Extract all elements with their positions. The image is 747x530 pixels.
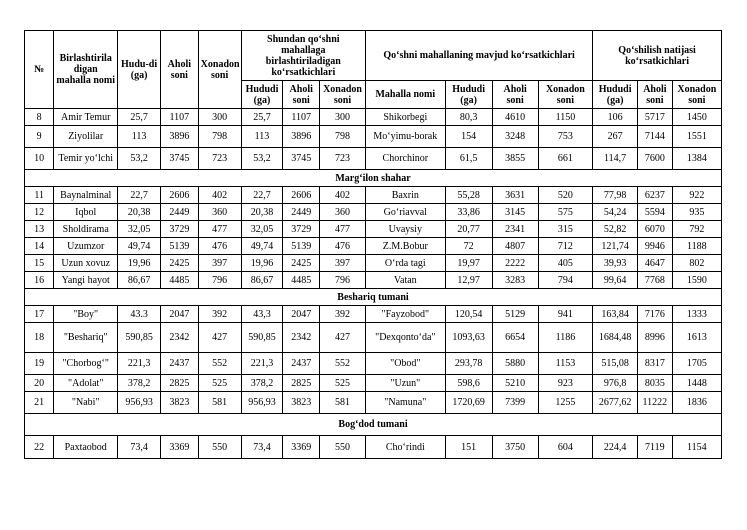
table-cell: 796 [320, 272, 366, 289]
table-cell: "Adolat" [54, 375, 118, 392]
table-cell: 402 [320, 187, 366, 204]
table-cell: Baynalminal [54, 187, 118, 204]
table-cell: 3631 [492, 187, 538, 204]
table-cell: "Namuna" [366, 392, 446, 414]
table-cell: 120,54 [445, 306, 492, 323]
table-cell: "Dexqontoʻda" [366, 323, 446, 353]
table-cell: 2222 [492, 255, 538, 272]
table-cell: 2425 [161, 255, 199, 272]
table-cell: 3750 [492, 436, 538, 459]
table-cell: 1333 [672, 306, 721, 323]
table-cell: 121,74 [593, 238, 638, 255]
table-cell: 22,7 [241, 187, 283, 204]
table-cell: 723 [320, 148, 366, 170]
table-cell: Amir Temur [54, 109, 118, 126]
table-cell: 798 [320, 126, 366, 148]
table-cell: 2341 [492, 221, 538, 238]
table-cell: Temir yoʻlchi [54, 148, 118, 170]
table-cell: 293,78 [445, 353, 492, 375]
table-cell: 1450 [672, 109, 721, 126]
table-cell: 6654 [492, 323, 538, 353]
table-cell: 590,85 [118, 323, 161, 353]
table-cell: 796 [198, 272, 241, 289]
table-cell: 20,77 [445, 221, 492, 238]
table-cell: 1107 [283, 109, 320, 126]
table-cell: 1448 [672, 375, 721, 392]
table-cell: 7600 [638, 148, 673, 170]
table-cell: 1150 [538, 109, 592, 126]
table-cell: 19,96 [118, 255, 161, 272]
table-cell: 15 [25, 255, 54, 272]
table-cell: 11 [25, 187, 54, 204]
table-cell: 360 [320, 204, 366, 221]
table-cell: 4485 [283, 272, 320, 289]
table-cell: 106 [593, 109, 638, 126]
table-cell: 20 [25, 375, 54, 392]
table-cell: 3896 [283, 126, 320, 148]
table-row [25, 148, 722, 170]
table-cell: 7176 [638, 306, 673, 323]
table-cell: Goʻriavval [366, 204, 446, 221]
table-cell: 10 [25, 148, 54, 170]
table-cell: 3369 [161, 436, 199, 459]
table-cell: 9946 [638, 238, 673, 255]
table-cell: 3248 [492, 126, 538, 148]
table-cell: 477 [320, 221, 366, 238]
table-cell: 5139 [161, 238, 199, 255]
table-cell: 476 [320, 238, 366, 255]
table-cell: 552 [320, 353, 366, 375]
section-title: Bogʻdod tumani [25, 414, 722, 436]
table-cell: 392 [198, 306, 241, 323]
table-cell: 2342 [283, 323, 320, 353]
table-cell: "Obod" [366, 353, 446, 375]
table-cell: 14 [25, 238, 54, 255]
table-cell: 19,97 [445, 255, 492, 272]
table-cell: Uvaysiy [366, 221, 446, 238]
table-cell: 300 [198, 109, 241, 126]
table-cell: Z.M.Bobur [366, 238, 446, 255]
header-area: Hudu-di (ga) [118, 31, 161, 109]
table-cell: 956,93 [118, 392, 161, 414]
table-cell: 598,6 [445, 375, 492, 392]
subheader-area: Hududi (ga) [241, 81, 283, 109]
table-cell: 7144 [638, 126, 673, 148]
table-header [25, 31, 722, 109]
table-row [25, 353, 722, 375]
table-cell: 2449 [283, 204, 320, 221]
table-cell: 77,98 [593, 187, 638, 204]
table-cell: 72 [445, 238, 492, 255]
section-title: Beshariq tumani [25, 289, 722, 306]
table-cell: 525 [198, 375, 241, 392]
header-number: № [25, 31, 54, 109]
table-cell: 300 [320, 109, 366, 126]
table-cell: 2825 [161, 375, 199, 392]
table-cell: 17 [25, 306, 54, 323]
table-cell: 2606 [283, 187, 320, 204]
header-population: Aholi soni [161, 31, 199, 109]
table-cell: Moʻyimu-borak [366, 126, 446, 148]
section-title: Margʻilon shahar [25, 170, 722, 187]
table-cell: 520 [538, 187, 592, 204]
table-cell: 163,84 [593, 306, 638, 323]
header-group-result: Qoʻshilish natijasi koʻrsatkichlari [593, 31, 722, 81]
table-cell: 221,3 [241, 353, 283, 375]
table-cell: Choʻrindi [366, 436, 446, 459]
table-cell: 581 [198, 392, 241, 414]
table-cell: 923 [538, 375, 592, 392]
table-cell: 86,67 [241, 272, 283, 289]
table-cell: 19 [25, 353, 54, 375]
table-cell: 792 [672, 221, 721, 238]
subheader-households: Xonadon soni [672, 81, 721, 109]
table-cell: 22,7 [118, 187, 161, 204]
table-cell: 3729 [283, 221, 320, 238]
table-cell: 476 [198, 238, 241, 255]
table-cell: 3855 [492, 148, 538, 170]
table-cell: 552 [198, 353, 241, 375]
table-cell: 25,7 [118, 109, 161, 126]
table-cell: 1107 [161, 109, 199, 126]
table-cell: 12 [25, 204, 54, 221]
table-cell: Shikorbegi [366, 109, 446, 126]
table-cell: 1384 [672, 148, 721, 170]
table-cell: 267 [593, 126, 638, 148]
table-cell: 33,86 [445, 204, 492, 221]
table-cell: 5717 [638, 109, 673, 126]
table-cell: 154 [445, 126, 492, 148]
table-cell: 53,2 [118, 148, 161, 170]
table-row [25, 204, 722, 221]
subheader-population: Aholi soni [492, 81, 538, 109]
table-row [25, 187, 722, 204]
table-cell: 73,4 [241, 436, 283, 459]
table-cell: 1590 [672, 272, 721, 289]
table-row [25, 255, 722, 272]
table-cell: 392 [320, 306, 366, 323]
table-cell: Sholdirama [54, 221, 118, 238]
header-group-neighbor: Qoʻshni mahallaning mavjud koʻrsatkichlari [366, 31, 593, 81]
table-cell: 86,67 [118, 272, 161, 289]
table-cell: 20,38 [241, 204, 283, 221]
table-cell: 2047 [161, 306, 199, 323]
table-cell: 1153 [538, 353, 592, 375]
table-cell: 976,8 [593, 375, 638, 392]
table-cell: "Uzun" [366, 375, 446, 392]
table-cell: 360 [198, 204, 241, 221]
table-cell: 397 [198, 255, 241, 272]
header-mahalla-name: Birlashtirila digan mahalla nomi [54, 31, 118, 109]
table-cell: 1188 [672, 238, 721, 255]
table-cell: 3369 [283, 436, 320, 459]
table-cell: 1093,63 [445, 323, 492, 353]
table-row [25, 392, 722, 414]
table-cell: 794 [538, 272, 592, 289]
table-cell: 18 [25, 323, 54, 353]
table-cell: Iqbol [54, 204, 118, 221]
merger-table [24, 30, 722, 459]
table-row [25, 221, 722, 238]
table-cell: Paxtaobod [54, 436, 118, 459]
subheader-population: Aholi soni [638, 81, 673, 109]
table-cell: Vatan [366, 272, 446, 289]
table-cell: 427 [320, 323, 366, 353]
subheader-mahalla-name: Mahalla nomi [366, 81, 446, 109]
table-cell: 477 [198, 221, 241, 238]
header-households: Xonadon soni [198, 31, 241, 109]
table-cell: 604 [538, 436, 592, 459]
table-cell: 2449 [161, 204, 199, 221]
table-cell: 550 [320, 436, 366, 459]
table-cell: 73,4 [118, 436, 161, 459]
table-cell: 661 [538, 148, 592, 170]
section-row [25, 289, 722, 306]
table-cell: "Fayzobod" [366, 306, 446, 323]
table-cell: 2047 [283, 306, 320, 323]
table-cell: 922 [672, 187, 721, 204]
table-cell: 575 [538, 204, 592, 221]
table-cell: 5880 [492, 353, 538, 375]
table-cell: 3823 [283, 392, 320, 414]
subheader-population: Aholi soni [283, 81, 320, 109]
table-cell: 1186 [538, 323, 592, 353]
table-cell: 43,3 [241, 306, 283, 323]
table-cell: 4485 [161, 272, 199, 289]
table-cell: 402 [198, 187, 241, 204]
table-cell: 3745 [283, 148, 320, 170]
table-cell: 20,38 [118, 204, 161, 221]
table-cell: 802 [672, 255, 721, 272]
table-cell: 8317 [638, 353, 673, 375]
table-cell: Chorchinor [366, 148, 446, 170]
table-cell: 53,2 [241, 148, 283, 170]
table-cell: Ziyolilar [54, 126, 118, 148]
table-cell: 9 [25, 126, 54, 148]
table-cell: 52,82 [593, 221, 638, 238]
table-cell: 1684,48 [593, 323, 638, 353]
table-cell: 3745 [161, 148, 199, 170]
table-cell: 956,93 [241, 392, 283, 414]
table-cell: "Beshariq" [54, 323, 118, 353]
table-cell: 2437 [283, 353, 320, 375]
table-cell: 2425 [283, 255, 320, 272]
table-cell: 4647 [638, 255, 673, 272]
table-cell: 21 [25, 392, 54, 414]
table-cell: Baxrin [366, 187, 446, 204]
table-cell: 1551 [672, 126, 721, 148]
subheader-households: Xonadon soni [320, 81, 366, 109]
table-cell: 378,2 [241, 375, 283, 392]
table-cell: 723 [198, 148, 241, 170]
table-cell: 2342 [161, 323, 199, 353]
table-row [25, 306, 722, 323]
table-row [25, 436, 722, 459]
table-cell: 2677,62 [593, 392, 638, 414]
table-cell: 2437 [161, 353, 199, 375]
section-row [25, 414, 722, 436]
table-cell: Oʻrda tagi [366, 255, 446, 272]
table-cell: 7399 [492, 392, 538, 414]
subheader-area: Hududi (ga) [445, 81, 492, 109]
table-cell: 1154 [672, 436, 721, 459]
table-cell: 1255 [538, 392, 592, 414]
table-cell: 5139 [283, 238, 320, 255]
table-cell: 3729 [161, 221, 199, 238]
table-cell: 19,96 [241, 255, 283, 272]
table-cell: 8996 [638, 323, 673, 353]
table-cell: 113 [118, 126, 161, 148]
table-cell: "Boy" [54, 306, 118, 323]
table-cell: Yangi hayot [54, 272, 118, 289]
table-cell: 798 [198, 126, 241, 148]
table-cell: 8 [25, 109, 54, 126]
table-cell: 5210 [492, 375, 538, 392]
table-cell: 1613 [672, 323, 721, 353]
table-cell: 2606 [161, 187, 199, 204]
table-cell: 3896 [161, 126, 199, 148]
table-cell: 378,2 [118, 375, 161, 392]
table-row [25, 272, 722, 289]
table-body [25, 109, 722, 459]
table-cell: 13 [25, 221, 54, 238]
table-cell: 22 [25, 436, 54, 459]
table-row [25, 375, 722, 392]
table-cell: "Nabi" [54, 392, 118, 414]
table-cell: 7768 [638, 272, 673, 289]
table-cell: 3823 [161, 392, 199, 414]
table-cell: 49,74 [241, 238, 283, 255]
table-cell: 16 [25, 272, 54, 289]
table-cell: 405 [538, 255, 592, 272]
table-cell: Uzun xovuz [54, 255, 118, 272]
table-cell: 5129 [492, 306, 538, 323]
table-cell: 32,05 [241, 221, 283, 238]
table-cell: 525 [320, 375, 366, 392]
table-cell: 224,4 [593, 436, 638, 459]
table-cell: 54,24 [593, 204, 638, 221]
table-cell: 113 [241, 126, 283, 148]
table-cell: "Chorbogʻ" [54, 353, 118, 375]
table-cell: 3145 [492, 204, 538, 221]
table-cell: 25,7 [241, 109, 283, 126]
table-cell: 99,64 [593, 272, 638, 289]
table-cell: 32,05 [118, 221, 161, 238]
table-cell: 515,08 [593, 353, 638, 375]
table-cell: 55,28 [445, 187, 492, 204]
table-cell: 114,7 [593, 148, 638, 170]
table-row [25, 323, 722, 353]
table-cell: 941 [538, 306, 592, 323]
subheader-area: Hududi (ga) [593, 81, 638, 109]
table-row [25, 126, 722, 148]
table-cell: 80,3 [445, 109, 492, 126]
table-cell: 8035 [638, 375, 673, 392]
table-cell: 61,5 [445, 148, 492, 170]
table-cell: 221,3 [118, 353, 161, 375]
table-cell: 6237 [638, 187, 673, 204]
table-cell: 7119 [638, 436, 673, 459]
table-cell: 550 [198, 436, 241, 459]
table-cell: 3283 [492, 272, 538, 289]
header-group-adjacent: Shundan qoʻshni mahallaga birlashtiriladigan koʻrsatkichlari [241, 31, 365, 81]
table-cell: 581 [320, 392, 366, 414]
table-cell: 43.3 [118, 306, 161, 323]
table-cell: 397 [320, 255, 366, 272]
table-cell: 590,85 [241, 323, 283, 353]
table-cell: 712 [538, 238, 592, 255]
table-cell: 2825 [283, 375, 320, 392]
table-cell: 1836 [672, 392, 721, 414]
table-cell: 935 [672, 204, 721, 221]
table-cell: 753 [538, 126, 592, 148]
table-cell: 5594 [638, 204, 673, 221]
table-cell: 427 [198, 323, 241, 353]
table-cell: 6070 [638, 221, 673, 238]
table-cell: 12,97 [445, 272, 492, 289]
table-row [25, 109, 722, 126]
table-row [25, 238, 722, 255]
table-cell: 11222 [638, 392, 673, 414]
table-cell: 151 [445, 436, 492, 459]
table-cell: Uzumzor [54, 238, 118, 255]
table-cell: 49,74 [118, 238, 161, 255]
table-cell: 39,93 [593, 255, 638, 272]
subheader-households: Xonadon soni [538, 81, 592, 109]
table-cell: 4610 [492, 109, 538, 126]
section-row [25, 170, 722, 187]
table-cell: 1705 [672, 353, 721, 375]
table-cell: 4807 [492, 238, 538, 255]
table-cell: 1720,69 [445, 392, 492, 414]
table-cell: 315 [538, 221, 592, 238]
